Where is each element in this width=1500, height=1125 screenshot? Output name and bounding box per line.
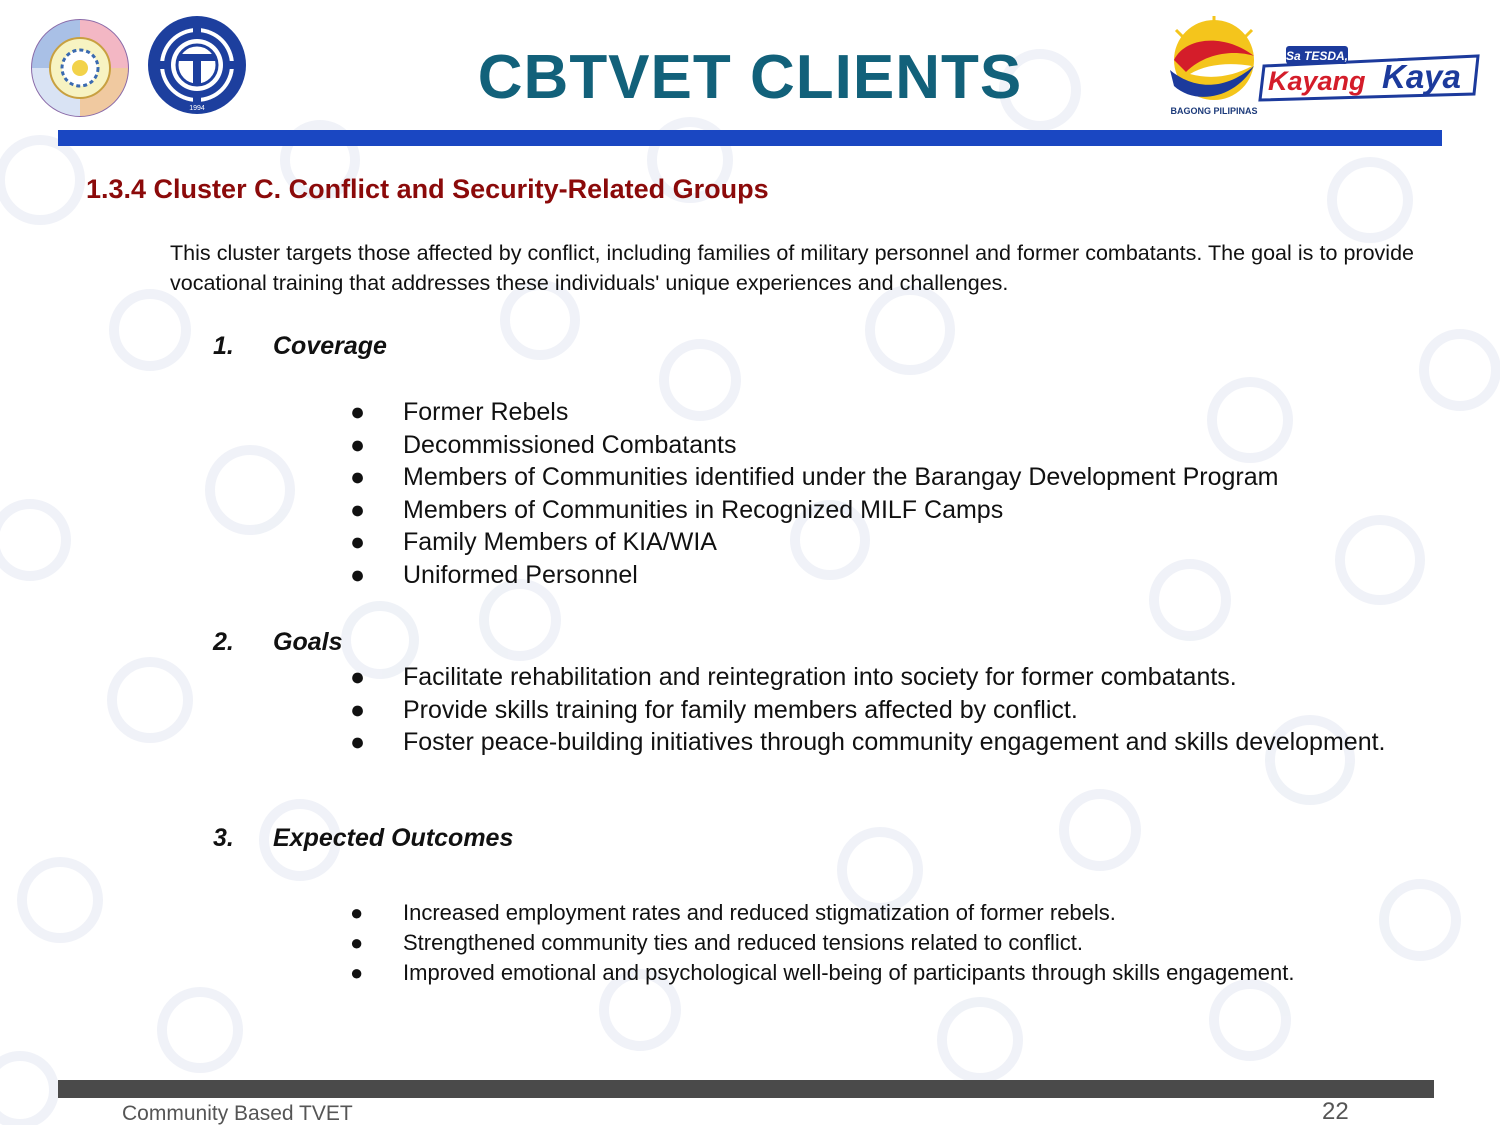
list-item: ● Facilitate rehabilitation and reintegration into society for former combatants.	[350, 661, 1415, 694]
logo-caption: BAGONG PILIPINAS	[1170, 106, 1258, 116]
page-number: 22	[1322, 1098, 1349, 1125]
list-item: ● Family Members of KIA/WIA	[350, 526, 1415, 559]
bullet-icon: ●	[350, 430, 366, 459]
page-title: CBTVET CLIENTS	[477, 43, 1023, 112]
list-item: ● Improved emotional and psychological well-being of participants through skills engagement.	[350, 958, 1415, 988]
section-heading: 1.3.4 Cluster C. Conflict and Security-Related Groups	[86, 174, 769, 204]
list-item: ● Members of Communities identified under the Barangay Development Program	[350, 461, 1415, 494]
coverage-title: Coverage	[273, 332, 387, 360]
goals-list	[350, 661, 1415, 759]
coverage-number: 1.	[213, 332, 234, 360]
footer-label: Community Based TVET	[122, 1102, 353, 1125]
goals-title: Goals	[273, 628, 343, 656]
bagong-pilipinas-kayang-kaya-logo	[1156, 16, 1482, 120]
bullet-icon: ●	[350, 695, 366, 724]
header-divider-bar	[58, 130, 1442, 146]
list-item: ● Former Rebels	[350, 396, 1415, 429]
list-item: ● Increased employment rates and reduced stigmatization of former rebels.	[350, 898, 1415, 928]
list-item: ● Members of Communities in Recognized MILF Camps	[350, 494, 1415, 527]
logo-slogan-kayang: Kayang	[1268, 66, 1366, 96]
outcomes-list	[350, 898, 1415, 988]
bullet-icon: ●	[350, 900, 364, 925]
list-item: ● Decommissioned Combatants	[350, 429, 1415, 462]
footer-divider-bar	[58, 1080, 1434, 1098]
logo-slogan-top: Sa TESDA,	[1285, 49, 1349, 63]
bullet-icon: ●	[350, 663, 366, 691]
logo-slogan-kaya: Kaya	[1382, 58, 1461, 95]
coverage-heading	[213, 332, 387, 361]
goals-heading	[213, 628, 342, 657]
bullet-icon: ●	[350, 960, 364, 985]
outcomes-heading	[213, 824, 513, 853]
coverage-list	[350, 396, 1415, 591]
bullet-icon: ●	[350, 398, 366, 426]
list-item: ● Foster peace-building initiatives through community engagement and skills development.	[350, 726, 1415, 759]
bullet-icon: ●	[350, 463, 366, 491]
outcomes-number: 3.	[213, 824, 234, 852]
goals-number: 2.	[213, 628, 234, 656]
bullet-icon: ●	[350, 560, 366, 589]
list-item: ● Provide skills training for family members affected by conflict.	[350, 694, 1415, 727]
bullet-icon: ●	[350, 930, 364, 955]
seal-year: 1994	[189, 105, 205, 112]
outcomes-title: Expected Outcomes	[273, 824, 514, 852]
list-item: ● Strengthened community ties and reduced tensions related to conflict.	[350, 928, 1415, 958]
bullet-icon: ●	[350, 528, 366, 556]
bullet-icon: ●	[350, 495, 366, 524]
bullet-icon: ●	[350, 728, 366, 756]
intro-paragraph: This cluster targets those affected by conflict, including families of military personnel and former combatants. The goal is to provide vocational training that addresses these individuals' unique experiences and challenges.	[170, 241, 1414, 295]
list-item: ● Uniformed Personnel	[350, 559, 1415, 592]
